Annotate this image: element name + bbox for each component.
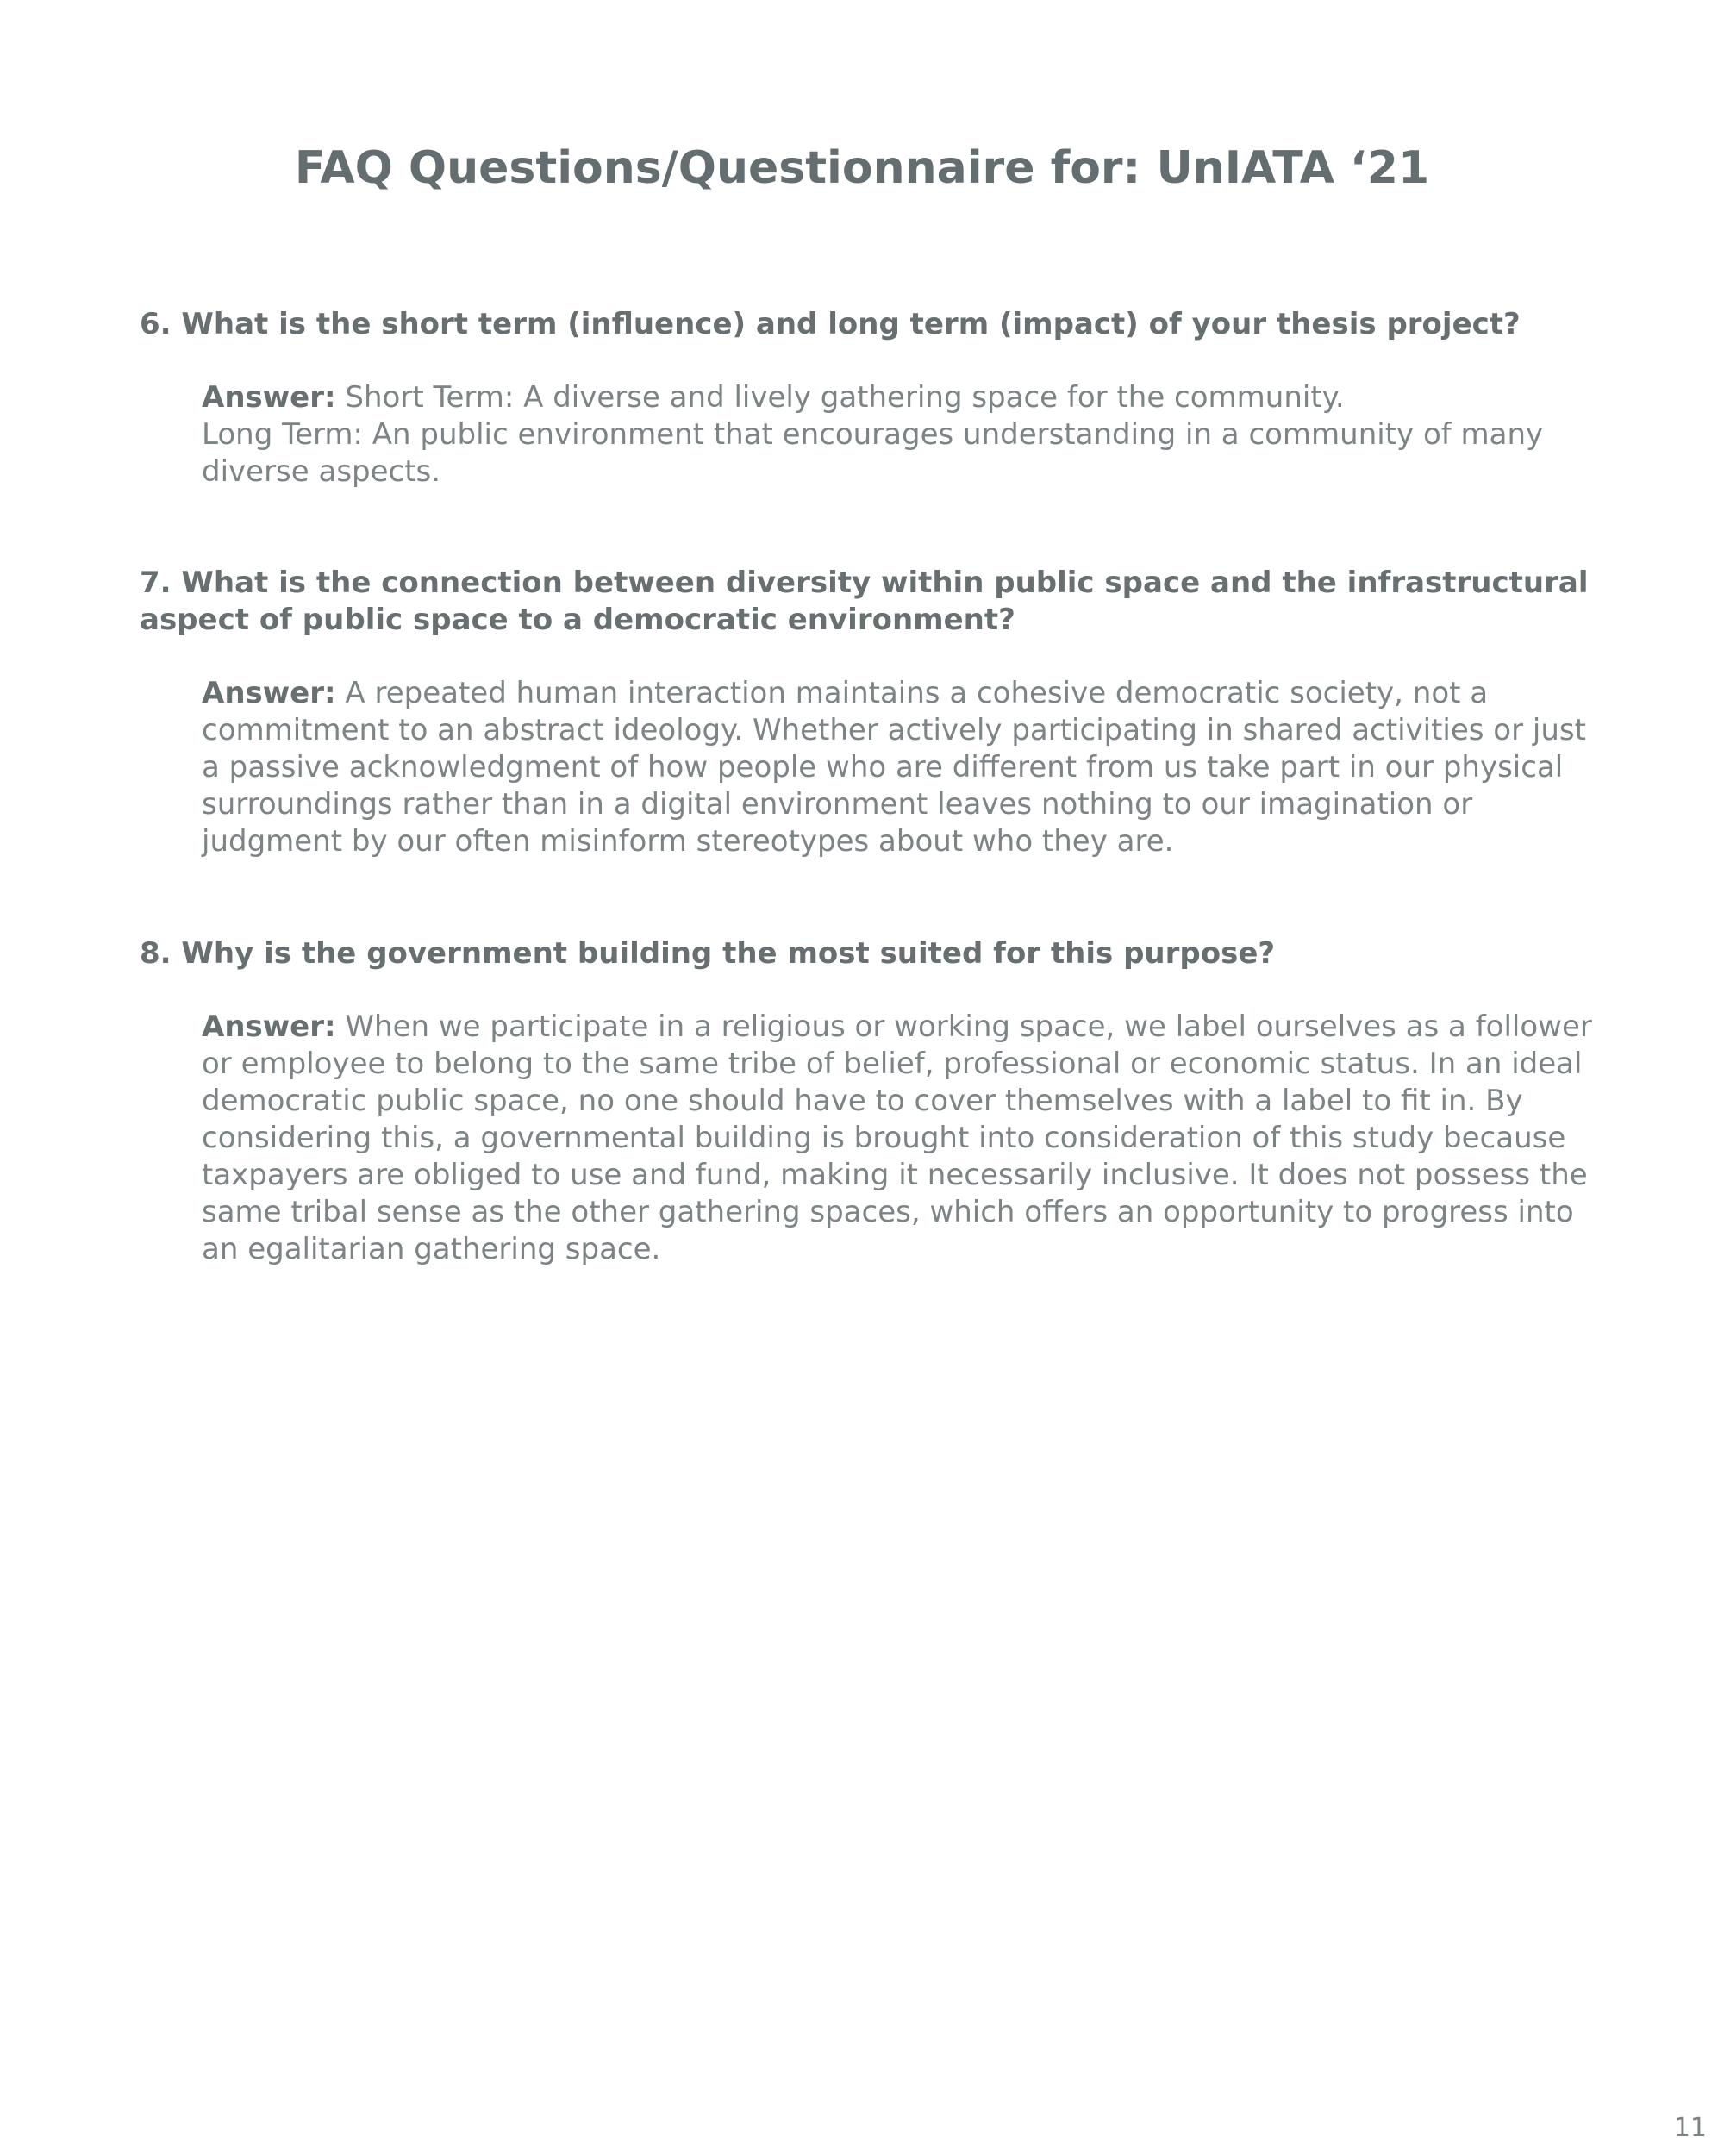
faq-item-7 xyxy=(140,565,1605,860)
faq-question-6: 6. What is the short term (influence) and long term (impact) of your thesis project? xyxy=(140,307,1521,341)
page-title: FAQ Questions/Questionnaire for: UnIATA ‘21 xyxy=(294,142,1430,194)
faq-answer-6-line-1 xyxy=(202,379,1598,416)
faq-answer-6 xyxy=(202,379,1598,491)
faq-item-6 xyxy=(140,306,1605,491)
faq-question-7: 7. What is the connection between diversity within public space and the infrastructural aspect of public space to a democratic environment? xyxy=(140,566,1589,637)
faq-answer-6-short-term: Short Term: A diverse and lively gathering space for the community. xyxy=(345,380,1345,415)
faq-answer-6-long-term: Long Term: An public environment that encourages understanding in a community of many diverse aspects. xyxy=(202,417,1544,489)
faq-answer-8-text: When we participate in a religious or working space, we label ourselves as a follower or employee to belong to the same tribe of belief, professional or economic status. In an ideal democratic public space, no one should have to cover themselves with a label to fit in. By considering this, a governmental building is brought into consideration of this study because taxpayers are obliged to use and fund, making it necessarily inclusive. It does not possess the same tribal sense as the other gathering spaces, which offers an opportunity to progress into an egalitarian gathering space. xyxy=(202,1009,1592,1266)
answer-label: Answer: xyxy=(202,676,336,710)
page-number: 11 xyxy=(1673,2113,1707,2143)
faq-question-8: 8. Why is the government building the most suited for this purpose? xyxy=(140,936,1276,971)
answer-label: Answer: xyxy=(202,380,336,415)
faq-answer-7-text: A repeated human interaction maintains a cohesive democratic society, not a commitment to an abstract ideology. Whether actively participating in shared activities or just a passive acknowledgment of how people who are different from us take part in our physical surroundings rather than in a digital environment leaves nothing to our imagination or judgment by our often misinform stereotypes about who they are. xyxy=(202,676,1586,859)
answer-label: Answer: xyxy=(202,1009,336,1044)
faq-item-8 xyxy=(140,935,1605,1268)
faq-answer-8 xyxy=(202,1009,1598,1268)
faq-answer-7 xyxy=(202,675,1598,860)
